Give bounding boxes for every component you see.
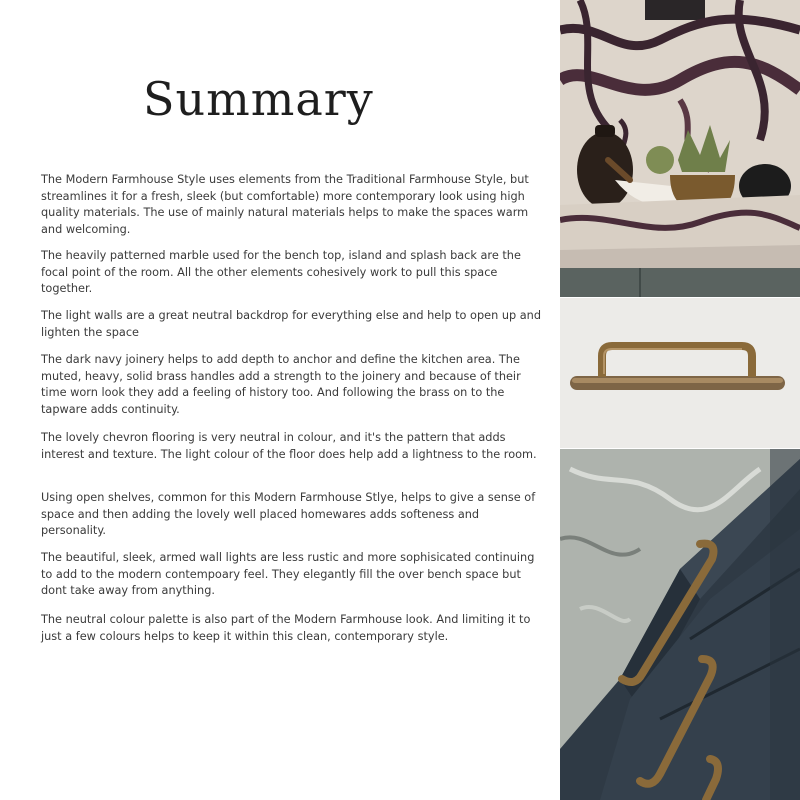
page-title: Summary: [143, 72, 374, 126]
marble-kitchen-image: [560, 0, 800, 297]
paragraph-joinery: The dark navy joinery helps to add depth to anchor and define the kitchen area. The muted, heavy, solid brass handles add a strength to the joinery and because of their time worn look they add a feeling of history too. And following the brass on to the tapware adds continuity.: [41, 353, 521, 416]
paragraph-walls: The light walls are a great neutral backdrop for everything else and help to open up and lighten the space: [41, 309, 542, 339]
paragraph-marble: The heavily patterned marble used for the bench top, island and splash back are the focal point of the room. All the other elements cohesively work to pull this space together.: [41, 249, 521, 296]
marble-kitchen-photo: [560, 0, 800, 297]
photo-column: [560, 0, 800, 800]
paragraph-open-shelves: Using open shelves, common for this Modern Farmhouse Stlye, helps to give a sense of space and then adding the lovely well placed homewares adds softeness and personality.: [41, 491, 536, 538]
navy-drawers-photo: [560, 449, 800, 800]
brass-handle-image: [560, 298, 800, 448]
paragraph-flooring: The lovely chevron flooring is very neutral in colour, and it's the pattern that adds interest and texture. The light colour of the floor does help add a lightness to the room.: [41, 431, 537, 461]
paragraph-wall-lights: The beautiful, sleek, armed wall lights are less rustic and more sophisicated continuing to add to the modern contempoary feel. They elegantly fill the over bench space but dont take away from anything.: [41, 551, 535, 598]
navy-drawers-image: [560, 449, 800, 800]
paragraph-colour-palette: The neutral colour palette is also part of the Modern Farmhouse look. And limiting it to just a few colours helps to keep it within this clean, contemporary style.: [41, 613, 531, 643]
paragraph-modern-farmhouse-intro: The Modern Farmhouse Style uses elements from the Traditional Farmhouse Style, but streamlines it for a fresh, sleek (but comfortable) more contemporary look using high quality materials. The use of mainly natural materials helps to make the spaces warm and welcoming.: [41, 173, 529, 236]
brass-handle-photo: [560, 298, 800, 448]
summary-section: [33, 0, 542, 800]
